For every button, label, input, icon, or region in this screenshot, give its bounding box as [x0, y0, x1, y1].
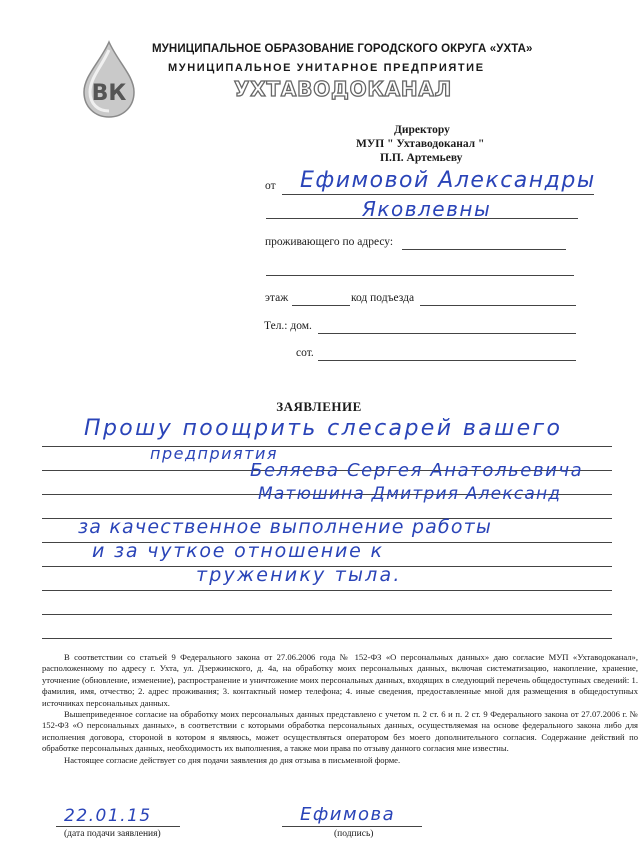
signature-caption: (подпись) — [334, 829, 374, 839]
addressee-organization: МУП " Ухтаводоканал " — [356, 138, 485, 150]
phone-home-line — [318, 333, 576, 334]
request-line-3: Беляева Сергея Анатольевича — [250, 460, 584, 481]
date-line — [56, 826, 180, 827]
date-caption: (дата подачи заявления) — [64, 829, 161, 839]
request-line-1: Прошу поощрить слесарей вашего — [84, 416, 563, 441]
phone-mobile-line — [318, 360, 576, 361]
request-line-7: труженику тыла. — [196, 564, 402, 586]
request-rule — [42, 638, 612, 639]
request-line-6: и за чуткое отношение к — [92, 540, 384, 562]
phone-home-label: Тел.: дом. — [264, 320, 312, 332]
request-rule — [42, 446, 612, 447]
svg-text:ВК: ВК — [91, 81, 127, 106]
brand-name: УХТАВОДОКАНАЛ — [234, 77, 453, 101]
signature-line — [282, 826, 422, 827]
floor-line — [292, 305, 350, 306]
consent-paragraph-2: Вышеприведенное согласие на обработку моих персональных данных представлено с учетом п. 2 ст. 6 и п. 2 ст. 9 Федерального закона от 27.07.2006 г. № 152-ФЗ «О персональных данных», в соответствии с которыми обработка персональных данных, осуществляемая на основе федерального закона либо для исполнения договора, стороной в котором я являюсь, может осуществляться оператором без моего дополнительного согласия. Содержание действий по обработке персональных данных, необходимость их выполнения, а также мои права по отзыву данного согласия мне известны. — [42, 709, 638, 754]
request-line-4: Матюшина Дмитрия Александ — [258, 484, 562, 504]
address-line-2 — [266, 275, 574, 276]
request-line-2: предприятия — [150, 444, 279, 463]
date-value: 22.01.15 — [64, 806, 152, 826]
municipality-heading: МУНИЦИПАЛЬНОЕ ОБРАЗОВАНИЕ ГОРОДСКОГО ОКРУГА «УХТА» — [152, 43, 533, 55]
consent-paragraph-1: В соответствии со статьей 9 Федерального закона от 27.06.2006 года № 152-ФЗ «О персональных данных» даю согласие МУП «Ухтаводоканал», расположенному по адресу г. Ухта, ул. Дзержинского, д. 4а, на обработку моих персональных данных, включая систематизацию, накопление, хранение, уточнение (обновление, изменение), распространение и уничтожение моих персональных данных, входящих в следующий перечень общедоступных сведений: 1. фамилия, имя, отчество; 2. адрес проживания; 3. контактный номер телефона; 4. иные сведения, предоставленные мной для размещения в общедоступных источниках персональных данных. — [42, 652, 638, 708]
address-line-1 — [402, 249, 566, 250]
entrance-code-label: код подъезда — [351, 292, 415, 304]
phone-mobile-label: сот. — [296, 347, 314, 359]
signature-value: Ефимова — [300, 804, 396, 825]
request-rule — [42, 590, 612, 591]
consent-text — [42, 652, 638, 766]
consent-paragraph-3: Настоящее согласие действует со дня подачи заявления до дня отзыва в письменной форме. — [64, 754, 401, 765]
vodokanal-logo — [78, 40, 140, 120]
enterprise-heading: МУНИЦИПАЛЬНОЕ УНИТАРНОЕ ПРЕДПРИЯТИЕ — [168, 62, 485, 74]
from-value-1: Ефимовой Александры — [300, 168, 596, 193]
floor-label: этаж — [265, 292, 289, 304]
from-label: от — [265, 180, 276, 192]
from-value-2: Яковлевны — [362, 197, 492, 221]
addressee-position: Директору — [394, 124, 450, 136]
address-label: проживающего по адресу: — [265, 236, 394, 248]
request-line-5: за качественное выполнение работы — [78, 516, 493, 538]
addressee-name: П.П. Артемьеву — [380, 152, 463, 164]
request-rule — [42, 614, 612, 615]
document-title: ЗАЯВЛЕНИЕ — [276, 399, 362, 414]
entrance-code-line — [420, 305, 576, 306]
from-line-1 — [282, 194, 594, 195]
